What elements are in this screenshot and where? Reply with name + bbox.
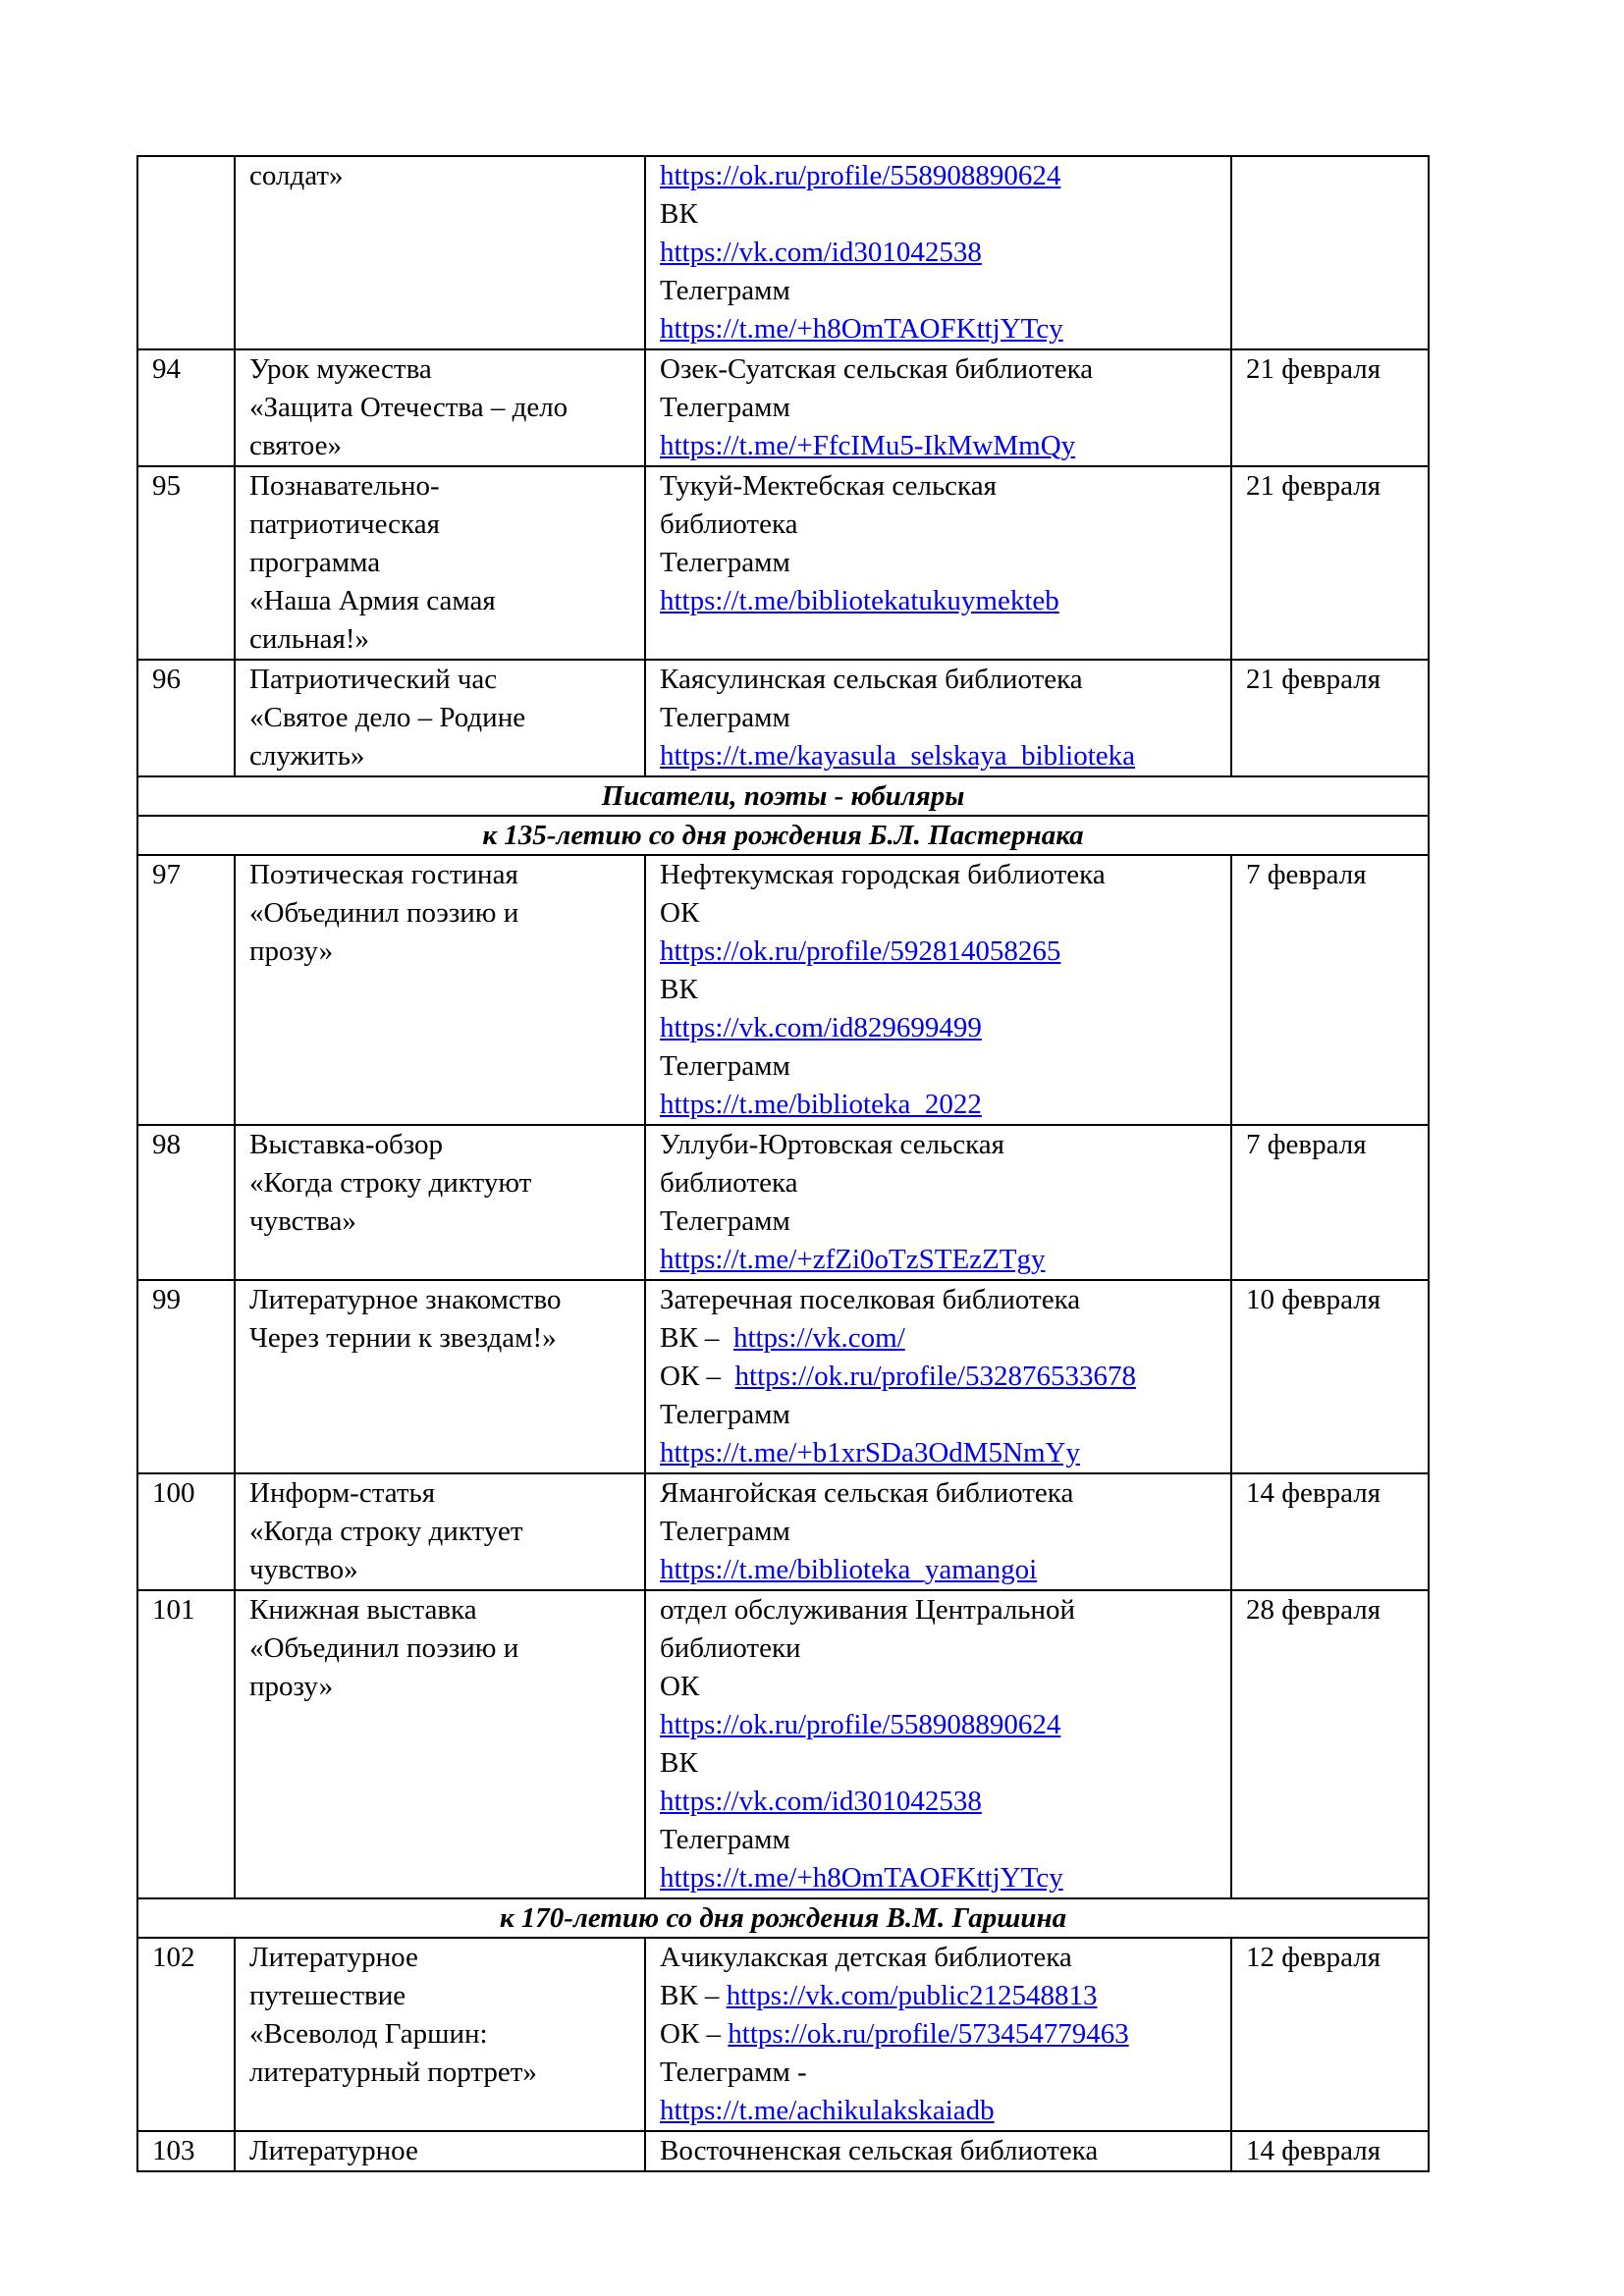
event-cell <box>235 660 645 776</box>
row-number: 95 <box>137 466 235 660</box>
table-row <box>137 855 1429 1125</box>
row-number: 100 <box>137 1473 235 1590</box>
section-title: к 170-летию со дня рождения В.М. Гаршина <box>137 1898 1429 1938</box>
document-page <box>136 155 1428 2172</box>
resource-link[interactable]: https://t.me/kayasula_selskaya_biblioteka <box>660 740 1136 772</box>
place-text-line: отдел обслуживания Центральной <box>660 1594 1076 1626</box>
event-date: 10 февраля <box>1231 1280 1429 1473</box>
event-cell <box>235 1938 645 2131</box>
event-cell <box>235 2131 645 2171</box>
event-cell <box>235 1280 645 1473</box>
event-date <box>1231 156 1429 349</box>
place-cell <box>645 156 1231 349</box>
resource-link[interactable]: https://vk.com/ <box>732 1322 905 1354</box>
resource-link[interactable]: https://t.me/biblioteka_2022 <box>660 1089 982 1120</box>
place-text-line: Ямангойская сельская библиотека <box>660 1477 1074 1509</box>
table-row <box>137 1590 1429 1898</box>
resource-link[interactable]: https://ok.ru/profile/532876533678 <box>734 1361 1136 1392</box>
place-line-with-link <box>660 1358 1230 1396</box>
place-text-line: Тукуй-Мектебская сельская <box>660 470 997 502</box>
table-row <box>137 1125 1429 1280</box>
event-text-line: прозу» <box>249 935 334 967</box>
event-text-line: «Всеволод Гаршин: <box>249 2018 488 2050</box>
place-text-line: Ачикулакская детская библиотека <box>660 1942 1072 1973</box>
resource-link[interactable]: https://vk.com/public212548813 <box>726 1980 1098 2011</box>
event-cell <box>235 156 645 349</box>
place-text-line: Телеграмм <box>660 1205 790 1237</box>
resource-link[interactable]: https://t.me/achikulakskaiadb <box>660 2095 995 2126</box>
events-table <box>136 155 1430 2172</box>
place-cell <box>645 855 1231 1125</box>
place-cell <box>645 1938 1231 2131</box>
table-row <box>137 1280 1429 1473</box>
row-number: 102 <box>137 1938 235 2131</box>
network-label: ВК – <box>660 1980 727 2011</box>
network-label: ОК – <box>660 1361 735 1392</box>
resource-link[interactable]: https://vk.com/id301042538 <box>660 237 982 268</box>
place-text-line: Телеграмм <box>660 702 790 733</box>
event-cell <box>235 349 645 466</box>
place-text-line: Телеграмм <box>660 1516 790 1547</box>
place-cell <box>645 1280 1231 1473</box>
event-cell <box>235 466 645 660</box>
resource-link[interactable]: https://ok.ru/profile/558908890624 <box>660 1709 1061 1740</box>
place-cell <box>645 1125 1231 1280</box>
event-text-line: «Объединил поэзию и <box>249 897 519 929</box>
place-cell <box>645 1473 1231 1590</box>
resource-link[interactable]: https://t.me/+FfcIMu5-IkMwMmQy <box>660 430 1076 461</box>
event-text-line: сильная!» <box>249 623 369 655</box>
place-line-with-link <box>660 1977 1230 2015</box>
section-header-row <box>137 1898 1429 1938</box>
place-line-with-link <box>660 2015 1230 2054</box>
place-text-line: ВК <box>660 198 698 230</box>
table-row <box>137 156 1429 349</box>
resource-link[interactable]: https://ok.ru/profile/558908890624 <box>660 160 1061 191</box>
table-row <box>137 660 1429 776</box>
place-text-line: Телеграмм <box>660 1399 790 1430</box>
resource-link[interactable]: https://t.me/+h8OmTAOFKttjYTcy <box>660 313 1063 345</box>
row-number: 99 <box>137 1280 235 1473</box>
event-text-line: Через тернии к звездам!» <box>249 1322 557 1354</box>
place-text-line: Телеграмм <box>660 392 790 423</box>
resource-link[interactable]: https://vk.com/id829699499 <box>660 1012 982 1043</box>
row-number: 98 <box>137 1125 235 1280</box>
place-cell <box>645 349 1231 466</box>
section-header-row <box>137 816 1429 855</box>
event-cell <box>235 855 645 1125</box>
place-text-line: ВК <box>660 974 698 1005</box>
place-text-line: Телеграмм <box>660 1824 790 1855</box>
event-date: 21 февраля <box>1231 466 1429 660</box>
event-text-line: Информ-статья <box>249 1477 436 1509</box>
event-cell <box>235 1125 645 1280</box>
event-date: 14 февраля <box>1231 2131 1429 2171</box>
event-text-line: Литературное знакомство <box>249 1284 562 1315</box>
event-text-line: служить» <box>249 740 365 772</box>
place-text-line: Затеречная поселковая библиотека <box>660 1284 1081 1315</box>
place-line-with-link <box>660 1319 1230 1358</box>
place-text-line: Телеграмм <box>660 275 790 306</box>
table-row <box>137 1473 1429 1590</box>
row-number: 96 <box>137 660 235 776</box>
place-text-line: ВК <box>660 1747 698 1779</box>
table-row <box>137 1938 1429 2131</box>
event-text-line: прозу» <box>249 1671 334 1702</box>
place-text-line: ОК <box>660 1671 700 1702</box>
event-text-line: Поэтическая гостиная <box>249 859 518 890</box>
event-text-line: Познавательно- <box>249 470 440 502</box>
event-text-line: литературный портрет» <box>249 2056 537 2088</box>
place-cell <box>645 2131 1231 2171</box>
event-text-line: патриотическая <box>249 508 440 540</box>
resource-link[interactable]: https://vk.com/id301042538 <box>660 1786 982 1817</box>
event-text-line: святое» <box>249 430 343 461</box>
place-text-line: библиотека <box>660 508 798 540</box>
table-row <box>137 466 1429 660</box>
event-date: 7 февраля <box>1231 855 1429 1125</box>
event-text-line: путешествие <box>249 1980 406 2011</box>
resource-link[interactable]: https://t.me/+zfZi0oTzSTEzZTgy <box>660 1244 1046 1275</box>
table-row <box>137 2131 1429 2171</box>
place-text-line: библиотеки <box>660 1632 801 1664</box>
place-text-line: ОК <box>660 897 700 929</box>
event-text-line: Патриотический час <box>249 664 498 695</box>
event-text-line: «Защита Отечества – дело <box>249 392 568 423</box>
place-text-line: Восточненская сельская библиотека <box>660 2135 1099 2166</box>
event-text-line: программа <box>249 547 381 578</box>
place-text-line: Каясулинская сельская библиотека <box>660 664 1083 695</box>
place-text-line: Уллуби-Юртовская сельская <box>660 1129 1005 1160</box>
event-date: 12 февраля <box>1231 1938 1429 2131</box>
event-text-line: чувство» <box>249 1554 358 1585</box>
row-number: 101 <box>137 1590 235 1898</box>
row-number: 97 <box>137 855 235 1125</box>
resource-link[interactable]: https://t.me/+h8OmTAOFKttjYTcy <box>660 1862 1063 1894</box>
event-text-line: Урок мужества <box>249 353 432 385</box>
event-text-line: «Когда строку диктует <box>249 1516 523 1547</box>
place-text-line: Телеграмм - <box>660 2056 807 2088</box>
table-row <box>137 349 1429 466</box>
place-cell <box>645 660 1231 776</box>
event-date: 28 февраля <box>1231 1590 1429 1898</box>
place-text-line: Озек-Суатская сельская библиотека <box>660 353 1094 385</box>
event-text-line: Книжная выставка <box>249 1594 477 1626</box>
event-date: 14 февраля <box>1231 1473 1429 1590</box>
row-number: 94 <box>137 349 235 466</box>
event-cell <box>235 1473 645 1590</box>
place-text-line: Телеграмм <box>660 547 790 578</box>
event-text-line: Литературное <box>249 1942 418 1973</box>
event-cell <box>235 1590 645 1898</box>
event-text-line: солдат» <box>249 160 344 191</box>
event-text-line: чувства» <box>249 1205 356 1237</box>
events-table-body <box>137 156 1429 2171</box>
place-text-line: Телеграмм <box>660 1050 790 1082</box>
event-text-line: «Святое дело – Родине <box>249 702 526 733</box>
section-header-row <box>137 776 1429 816</box>
event-date: 21 февраля <box>1231 349 1429 466</box>
event-text-line: «Когда строку диктуют <box>249 1167 532 1199</box>
section-title: к 135-летию со дня рождения Б.Л. Пастернака <box>137 816 1429 855</box>
resource-link[interactable]: https://t.me/bibliotekatukuymekteb <box>660 585 1059 616</box>
network-label: ВК – <box>660 1322 733 1354</box>
event-text-line: Литературное <box>249 2135 418 2166</box>
event-text-line: «Наша Армия самая <box>249 585 496 616</box>
event-date: 21 февраля <box>1231 660 1429 776</box>
event-date: 7 февраля <box>1231 1125 1429 1280</box>
row-number: 103 <box>137 2131 235 2171</box>
event-text-line: Выставка-обзор <box>249 1129 444 1160</box>
place-text-line: библиотека <box>660 1167 798 1199</box>
event-text-line: «Объединил поэзию и <box>249 1632 519 1664</box>
place-text-line: Нефтекумская городская библиотека <box>660 859 1106 890</box>
resource-link[interactable]: https://t.me/+b1xrSDa3OdM5NmYy <box>660 1437 1080 1468</box>
section-title: Писатели, поэты - юбиляры <box>137 776 1429 816</box>
place-cell <box>645 466 1231 660</box>
resource-link[interactable]: https://t.me/biblioteka_yamangoi <box>660 1554 1038 1585</box>
row-number <box>137 156 235 349</box>
place-cell <box>645 1590 1231 1898</box>
resource-link[interactable]: https://ok.ru/profile/573454779463 <box>728 2018 1129 2050</box>
resource-link[interactable]: https://ok.ru/profile/592814058265 <box>660 935 1061 967</box>
network-label: ОК – <box>660 2018 729 2050</box>
